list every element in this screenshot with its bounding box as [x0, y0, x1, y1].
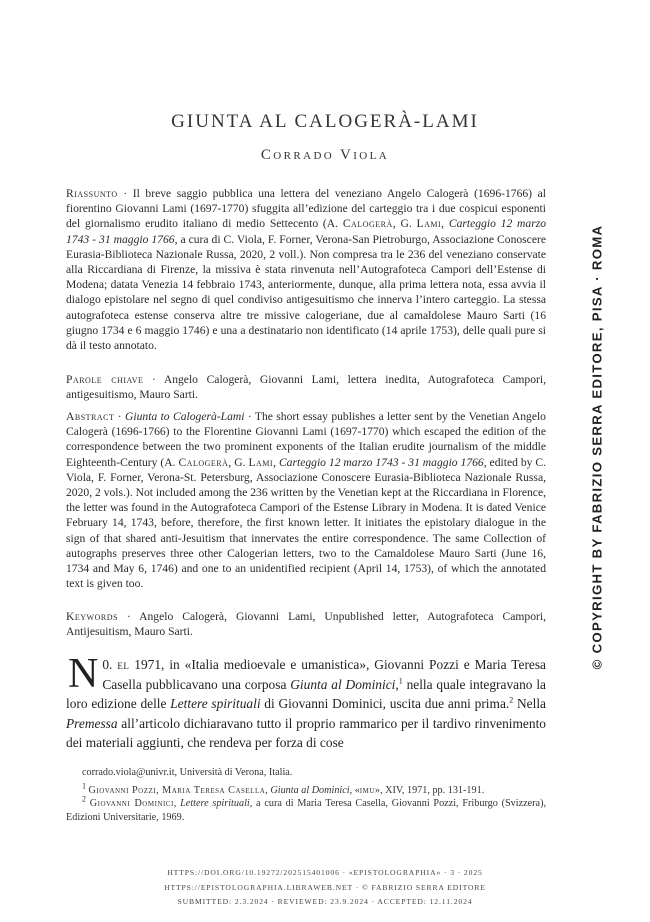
abstract-book-title: Carteggio 12 marzo 1743 - 31 maggio 1766: [278, 455, 484, 469]
riassunto-author-1: Calogerà: [342, 217, 393, 231]
parole-chiave-paragraph: [66, 372, 546, 402]
riassunto-text: ,: [441, 217, 449, 231]
body-title-italic: Premessa: [66, 715, 118, 731]
article-author: Corrado Viola: [260, 147, 390, 163]
footer-doi-line[interactable]: HTTPS://DOI.ORG/10.19272/202515401006 · «EPISTOLOGRAPHIA» · 3 · 2025: [167, 868, 483, 877]
abstract-author-1: Calogerà: [178, 455, 229, 469]
abstract-heading: Abstract: [66, 410, 115, 423]
footnotes: [66, 766, 546, 824]
footnote-ref-2[interactable]: 2: [509, 695, 514, 705]
body-text: 1971, in «Italia medioevale e umanistica», Giovanni Pozzi e Maria Teresa Casella pubblicavano una corposa: [102, 657, 547, 692]
footnote-title: Giunta al Dominici: [270, 784, 350, 796]
abstract-author-2: Lami: [248, 455, 274, 469]
riassunto-book-title: Carteggio 12 marzo 1743 - 31 maggio 1766: [66, 217, 547, 246]
abstract-text: ·: [114, 410, 125, 423]
riassunto-author-2: Lami: [416, 217, 442, 231]
footnote-text: ,: [173, 798, 181, 809]
keywords-heading: Keywords: [66, 610, 118, 623]
keywords-text: · Angelo Calogerà, Giovanni Lami, Unpublished letter, Autografoteca Campori, Antijesuitism, Mauro Sarti.: [66, 610, 546, 639]
riassunto-text: , a cura di C. Viola, F. Forner, Verona-San Pietroburgo, Associazione Conoscere Eurasia-Biblioteca Nazionale Russa, 2020, 2 voll.). Non compresa tra le 236 del veneziano conservate alla Riccardiana di Firenze, la missiva è stata rinvenuta nell’Autografoteca Campori dell’Estense di Modena; datata Venezia 14 febbraio 1743, anteriormente, dunque, alla prima lettera nota, essa avvia il dialogo epistolare nel segno di quel condiviso antigesuitismo che innerva l’intero carteggio. La stessa autografoteca estense conserva altre tre missive calogeriane, due al camaldolese Mauro Sarti (16 giugno 1734 e 6 maggio 1746) e una a destinatario non identificato (14 aprile 1753), delle quali pure si dà il testo annotato.: [66, 232, 546, 353]
riassunto-text: · Il breve saggio pubblica una lettera del veneziano Angelo Calogerà (1696-1766) al fiorentino Giovanni Lami (1697-1770) sfuggita all’edizione del carteggio tra i due cospicui esponenti del giornalismo erudito italiano di medio Settecento (A.: [66, 187, 546, 231]
footnote-text: , «: [349, 784, 360, 796]
section-number: 0.: [102, 657, 118, 672]
footer-website-line[interactable]: HTTPS://EPISTOLOGRAPHIA.LIBRAWEB.NET · © FABRIZIO SERRA EDITORE: [164, 882, 486, 892]
footnote-authors: Giovanni Dominici: [89, 798, 174, 809]
footnote-journal: imu: [359, 784, 375, 796]
footnote-text: , a cura di Maria Teresa Casella, Giovanni Pozzi, Friburgo (Svizzera), Edizioni Universitarie, 1969.: [66, 798, 547, 823]
body-title-italic: Lettere spirituali: [170, 696, 261, 712]
body-paragraph: [66, 651, 547, 753]
body-text: di Giovanni Dominici, uscita due anni prima.: [260, 696, 510, 712]
footnote-text: ,: [265, 784, 271, 796]
drop-cap: N: [68, 651, 99, 697]
body-title-italic: Giunta al Dominici: [290, 676, 396, 692]
abstract-paragraph: [66, 409, 546, 591]
footnote-2: [66, 794, 547, 824]
abstract-text: ,: [273, 455, 279, 469]
abstract-article-title: Giunta to Calogerà-Lami: [125, 410, 245, 423]
footer-dates-line: SUBMITTED: 2.3.2024 · REVIEWED: 23.9.2024 · ACCEPTED: 12.11.2024: [177, 897, 473, 906]
footnote-number: 2: [82, 794, 86, 804]
footnote-text: », XIV, 1971, pp. 131-191.: [374, 784, 485, 796]
article-title: GIUNTA AL CALOGERÀ-LAMI: [171, 111, 479, 132]
footnote-number: 1: [82, 781, 86, 791]
body-text: ,: [395, 676, 399, 692]
keywords-paragraph: [66, 609, 546, 639]
parole-chiave-heading: Parole chiave: [66, 373, 144, 386]
riassunto-paragraph: [66, 186, 546, 353]
abstract-text: , edited by C. Viola, F. Forner, Verona-St. Petersburg, Associazione Conoscere Eurasia-Biblioteca Nazionale Russa, 2020, 2 vols.). Not included among the 236 written by the Venetian kept at the Riccardiana in Florence, the letter was found in the Autografoteca Campori of the Estense Library in Modena. It is dated Venice February 14, 1743, before, therefore, the first known letter. It initiates the epistolary dialogue in the sign of that shared anti-Jesuitism that innervates the entire correspondence. The same Collection of autographs preserves three other Calogerian letters, two to the Camaldolese Mauro Sarti (June 16, 1734 and May 6, 1746) and one to an unidentified recipient (April 14, 1753), of which the annotated text is given too.: [66, 455, 546, 591]
copyright-text: © COPYRIGHT BY FABRIZIO SERRA EDITORE, PISA · ROMA: [589, 224, 605, 670]
riassunto-text: , G.: [392, 217, 417, 231]
body-text: all’articolo dichiaravano tutto il proprio rammarico per il tardivo rinvenimento dei materiali aggiunti, che rendeva per forza di cose: [66, 715, 546, 751]
footnote-title: Lettere spirituali: [180, 798, 250, 809]
footnote-authors: Giovanni Pozzi, Maria Teresa Casella: [88, 784, 266, 796]
riassunto-heading: Riassunto: [66, 187, 118, 200]
parole-chiave-text: · Angelo Calogerà, Giovanni Lami, lettera inedita, Autografoteca Campori, antigesuitismo, Mauro Sarti.: [66, 373, 546, 402]
page-footer: [0, 866, 650, 910]
body-text: nella quale integravano la loro edizione delle: [66, 676, 546, 712]
footnote-ref-1[interactable]: 1: [398, 676, 403, 686]
lead-in: el: [117, 657, 130, 672]
footnote-1: [66, 781, 546, 798]
abstract-text: · The short essay publishes a letter sent by the Venetian Angelo Calogerà (1696-1766) to the Florentine Giovanni Lami (1697-1770) which escaped the edition of the correspondence between the two prominent exponents of the Italian erudite journalism of the middle Eighteenth-Century (A.: [66, 410, 546, 469]
author-affiliation: corrado.viola@univr.it, Università di Verona, Italia.: [82, 767, 293, 778]
body-text: Nella: [513, 696, 547, 712]
abstract-text: , G.: [228, 455, 249, 469]
